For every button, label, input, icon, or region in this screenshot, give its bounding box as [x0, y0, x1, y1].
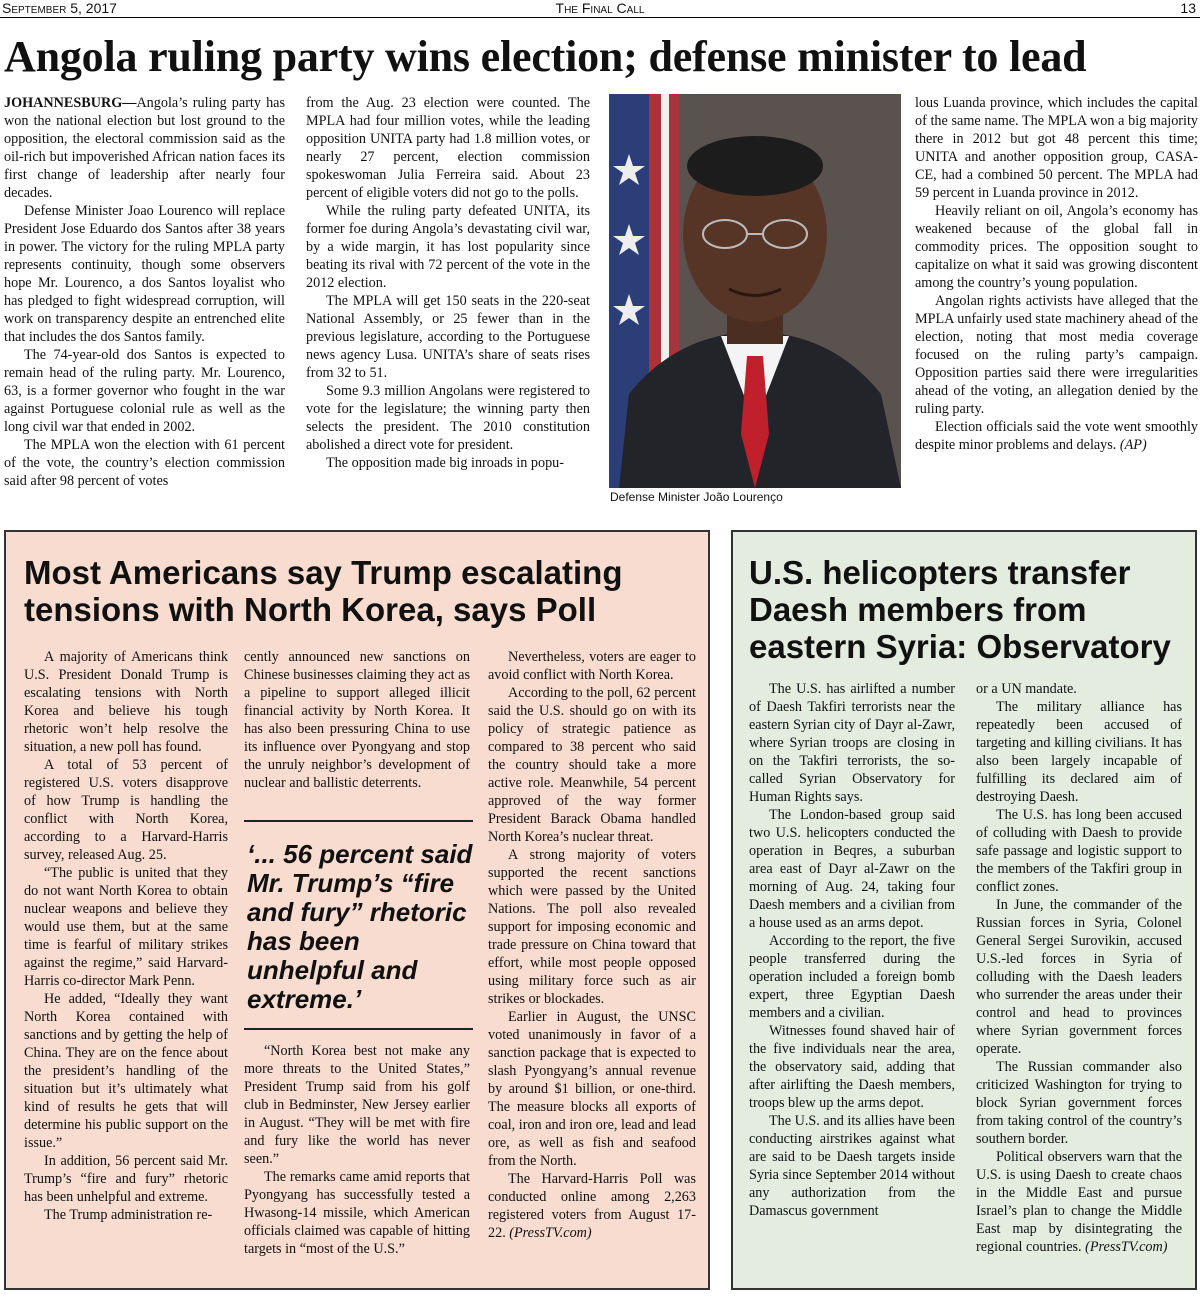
paragraph: The MPLA won the election with 61 percent of the vote, the country’s election commission said after 98 percent of votes	[4, 437, 285, 489]
page-header	[0, 0, 1200, 18]
paragraph: lous Luanda province, which includes the capital of the same name. The MPLA won a big majority there in 2012 but got 48 percent this time; UNITA and another opposition group, CASA-CE, had a combined 50 percent. The MPLA had 59 percent in Luanda province in 2012.	[915, 95, 1198, 201]
paragraph: In June, the commander of the Russian forces in Syria, Colonel General Sergei Surovikin, accused U.S.-led forces in Syria of colluding with the Daesh leaders who surrender the areas under their control and head to provinces where Syrian government forces operate.	[976, 897, 1182, 1057]
paragraph: The U.S. and its allies have been conducting airstrikes against what are said to be Daesh targets inside Syria since September 2014 without any authorization from the Damascus government	[749, 1113, 955, 1219]
story-credit: (PressTV.com)	[509, 1225, 592, 1241]
main-story-column-1	[4, 94, 285, 490]
paragraph: from the Aug. 23 election were counted. The MPLA had four million votes, while the leading opposition UNITA party had 1.8 million votes, or nearly 27 percent, election commission spokeswoman Julia Ferreira said. About 23 percent of eligible voters did not go to the polls.	[306, 95, 590, 201]
paragraph: According to the report, the five people transferred during the operation included a foreign bomb expert, three Egyptian Daesh members and a civilian.	[749, 933, 955, 1021]
paragraph: While the ruling party defeated UNITA, its former foe during Angola’s devastating civil war, by a wide margin, it has lost popularity since beating its rival with 72 percent of the vote in the 2012 election.	[306, 203, 590, 291]
paragraph: “The public is united that they do not want North Korea to obtain nuclear weapons and believe they would use them, but at the same time is fearful of military strikes against the regime,” said Harvard-Harris co-director Mark Penn.	[24, 865, 228, 989]
korea-column-1	[24, 648, 228, 1224]
syria-column-1	[749, 680, 955, 1220]
publication-name: The Final Call	[555, 0, 645, 16]
paragraph: Heavily reliant on oil, Angola’s economy has weakened because of the global fall in commodity prices. The opposition sought to capitalize on what it said was growing discontent among the country’s young population.	[915, 203, 1198, 291]
paragraph: The London-based group said two U.S. helicopters conducted the operation in Beqres, a suburban area east of Dayr al-Zawr on the morning of Aug. 24, taking four Daesh members and a civilian from a house used as an arms depot.	[749, 807, 955, 931]
paragraph: Political observers warn that the U.S. is using Daesh to create chaos in the Middle East and pursue Israel’s plan to change the Middle East map by disintegrating the regional countries. (PressTV.com)	[976, 1149, 1182, 1255]
korea-headline: Most Americans say Trump escalating tensions with North Korea, says Poll	[24, 554, 623, 628]
story-credit: (AP)	[1119, 437, 1147, 453]
paragraph: cently announced new sanctions on Chinese businesses claiming they act as a pipeline to support alleged illicit financial activity by North Korea. It has also been pressuring China to use its influence over Pyongyang and stop the unruly neighbor’s development of nuclear and ballistic deterrents.	[244, 649, 470, 791]
syria-headline: U.S. helicopters transfer Daesh members from eastern Syria: Observatory	[749, 554, 1171, 665]
paragraph: The 74-year-old dos Santos is expected to remain head of the ruling party. Mr. Lourenco, 63, is a former governor who fought in the war against Portuguese colonial rule as well as the long civil war that ended in 2002.	[4, 347, 285, 435]
paragraph: The Russian commander also criticized Washington for trying to block Syrian government forces from taking control of the country’s southern border.	[976, 1059, 1182, 1147]
korea-story-box	[4, 530, 710, 1290]
main-headline: Angola ruling party wins election; defense minister to lead	[4, 32, 1087, 81]
main-story-column-2	[306, 94, 590, 472]
paragraph: The military alliance has repeatedly been accused of targeting and killing civilians. It has also been largely incapable of fulfilling its declared aim of destroying Daesh.	[976, 699, 1182, 805]
korea-column-3	[488, 648, 696, 1242]
paragraph: According to the poll, 62 percent said the U.S. should go on with its policy of strategic patience as compared to 38 percent who said the country should take a more active role. Meanwhile, 54 percent approved of the way former President Barack Obama handled North Korea’s nuclear threat.	[488, 685, 696, 845]
defense-minister-photo	[609, 94, 901, 488]
paragraph: Witnesses found shaved hair of the five individuals near the area, the observatory said, adding that after airlifting the Daesh members, troops blew up the arms depot.	[749, 1023, 955, 1111]
paragraph: A majority of Americans think U.S. President Donald Trump is escalating tensions with North Korea and believe his tough rhetoric won’t help resolve the situation, a new poll has found.	[24, 649, 228, 755]
paragraph: The U.S. has long been accused of colluding with Daesh to provide safe passage and logistic support to the members of the Takfiri group in conflict zones.	[976, 807, 1182, 895]
paragraph: Earlier in August, the UNSC voted unanimously in favor of a sanction package that is expected to slash Pyongyang’s annual revenue by around $1 billion, or one-third. The measure blocks all exports of coal, iron and iron ore, lead and lead ore, as well as fish and seafood from the North.	[488, 1009, 696, 1169]
pull-quote: ‘... 56 percent said Mr. Trump’s “fire and fury” rhetoric has been unhelpful and extreme.’	[244, 820, 473, 1030]
paragraph: Angolan rights activists have alleged that the MPLA unfairly used state machinery ahead of the election, noting that most media coverage focused on the ruling party’s campaign. Opposition parties said there were irregularities ahead of the voting, an allegation denied by the ruling party.	[915, 293, 1198, 417]
paragraph: The U.S. has airlifted a number of Daesh Takfiri terrorists near the eastern Syrian city of Dayr al-Zawr, where Syrian troops are closing in on the Takfiri terrorists, the so-called Syrian Observatory for Human Rights says.	[749, 681, 955, 805]
paragraph: The Trump administration re-	[44, 1207, 213, 1223]
paragraph: He added, “Ideally they want North Korea contained with sanctions and by getting the help of China. They are on the fence about the president’s handling of the situation but it’s ultimately what kind of results he gets that will determine his public support on the issue.”	[24, 991, 228, 1151]
paragraph: In addition, 56 percent said Mr. Trump’s “fire and fury” rhetoric has been unhelpful and extreme.	[24, 1153, 228, 1205]
portrait-illustration	[609, 94, 901, 488]
paragraph: JOHANNESBURG—Angola’s ruling party has won the national election but lost ground to the opposition, the electoral commission said as the oil-rich but impoverished African nation faces its first change of leadership after nearly four decades.	[4, 95, 285, 201]
page-number: 13	[1180, 0, 1196, 16]
paragraph: “North Korea best not make any more threats to the United States,” President Trump said from his golf club in Bedminster, New Jersey earlier in August. “They will be met with fire and fury like the world has never seen.”	[244, 1043, 470, 1167]
korea-column-2-top	[244, 648, 470, 792]
photo-caption: Defense Minister João Lourenço	[610, 490, 783, 504]
paragraph: The MPLA will get 150 seats in the 220-seat National Assembly, or 25 fewer than in the previous legislature, according to the Portuguese news agency Lusa. UNITA’s share of seats rises from 32 to 51.	[306, 293, 590, 381]
paragraph: or a UN mandate.	[976, 681, 1077, 697]
paragraph: Nevertheless, voters are eager to avoid conflict with North Korea.	[488, 649, 696, 683]
paragraph: Some 9.3 million Angolans were registered to vote for the legislature; the winning party then selects the president. The 2010 constitution abolished a direct vote for president.	[306, 383, 590, 453]
issue-date: September 5, 2017	[2, 0, 117, 16]
paragraph: A total of 53 percent of registered U.S. voters disapprove of how Trump is handling the conflict with North Korea, according to a Harvard-Harris survey, released Aug. 25.	[24, 757, 228, 863]
dateline: JOHANNESBURG—	[4, 95, 137, 111]
paragraph: A strong majority of voters supported the recent sanctions which were passed by the United Nations. The poll also revealed support for imposing economic and trade pressure on China toward that effort, while most people opposed using military force such as air strikes or blockades.	[488, 847, 696, 1007]
main-story-column-3	[915, 94, 1198, 454]
paragraph: The Harvard-Harris Poll was conducted online among 2,263 registered voters from August 17-22. (PressTV.com)	[488, 1171, 696, 1241]
korea-column-2-bottom	[244, 1042, 470, 1258]
syria-column-2	[976, 680, 1182, 1256]
syria-story-box	[731, 530, 1197, 1290]
paragraph: The opposition made big inroads in popu-	[326, 455, 565, 471]
paragraph: Defense Minister Joao Lourenco will replace President Jose Eduardo dos Santos after 38 years in power. The victory for the ruling MPLA party represents continuity, though some observers hope Mr. Lourenco, a dos Santos loyalist who has pledged to fight widespread corruption, will work on transparency despite an entrenched elite that includes the dos Santos family.	[4, 203, 285, 345]
paragraph: Election officials said the vote went smoothly despite minor problems and delays. (AP)	[915, 419, 1198, 453]
paragraph: The remarks came amid reports that Pyongyang has successfully tested a Hwasong-14 missile, which American officials claimed was capable of hitting targets in “most of the U.S.”	[244, 1169, 470, 1257]
story-credit: (PressTV.com)	[1085, 1239, 1168, 1255]
